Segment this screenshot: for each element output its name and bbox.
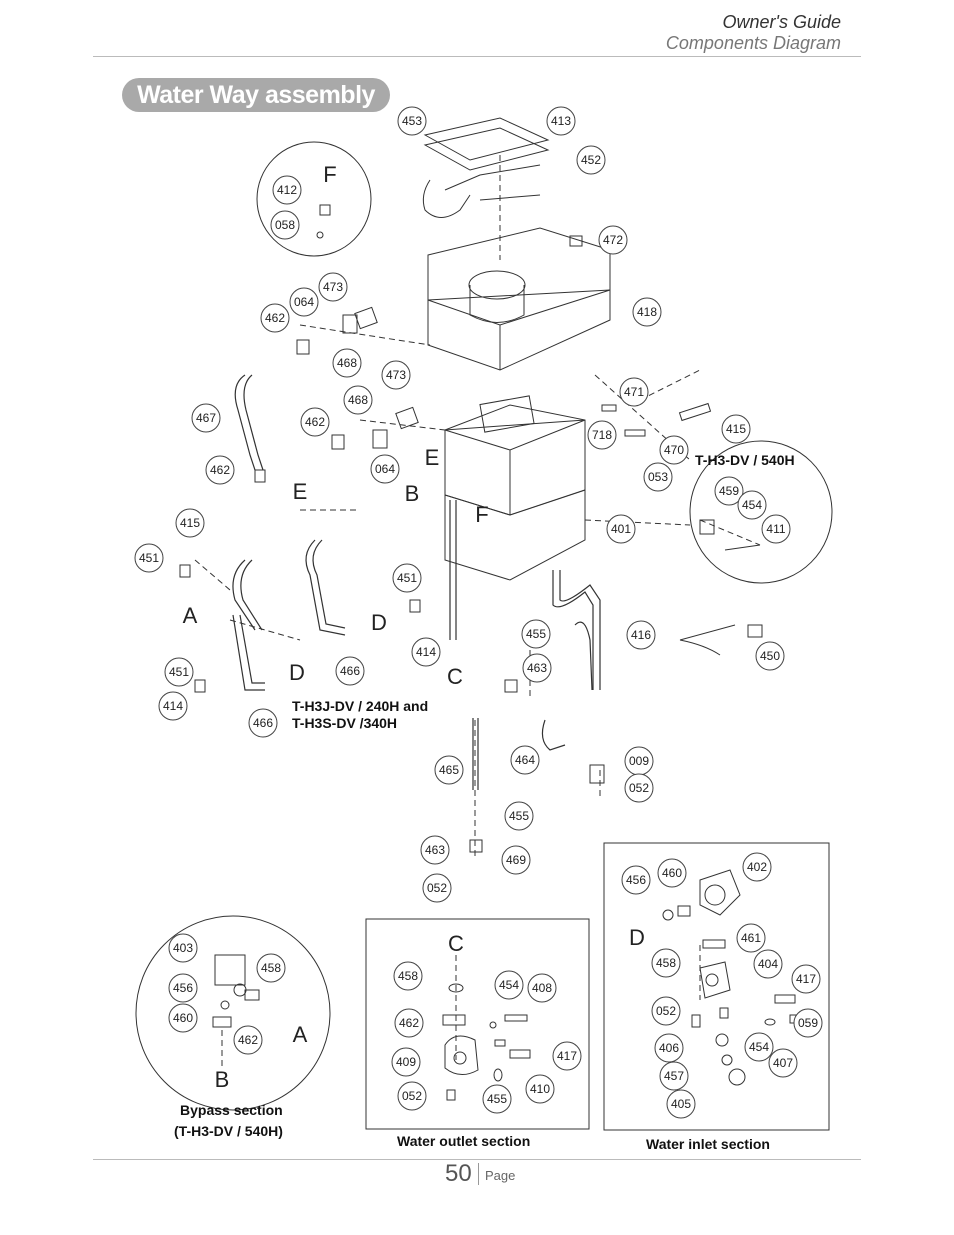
- part-callout: [301, 408, 329, 436]
- part-callout: [206, 456, 234, 484]
- detail-circle-f: [257, 142, 371, 256]
- page-separator: [478, 1163, 479, 1185]
- part-callout-number: 460: [661, 866, 683, 880]
- part-callout: [553, 1042, 581, 1070]
- page-title: Water Way assembly: [122, 78, 390, 112]
- part-callout: [392, 1048, 420, 1076]
- part-callout: [511, 746, 539, 774]
- part-callout: [382, 361, 410, 389]
- part-callout-number: 059: [797, 1016, 819, 1030]
- part-callout-number: 466: [339, 664, 361, 678]
- part-callout: [159, 692, 187, 720]
- connection-letter: F: [475, 502, 489, 527]
- part-callout: [169, 934, 197, 962]
- part-callout: [660, 1062, 688, 1090]
- part-callout: [371, 455, 399, 483]
- part-callout-number: 052: [655, 1004, 677, 1018]
- part-callout-number: 403: [172, 941, 194, 955]
- part-callout: [745, 1033, 773, 1061]
- part-callout: [423, 874, 451, 902]
- part-callout: [627, 621, 655, 649]
- part-callout: [794, 1009, 822, 1037]
- part-callout: [495, 971, 523, 999]
- part-callout: [660, 436, 688, 464]
- part-callout-number: 406: [658, 1041, 680, 1055]
- flange-468: [343, 315, 357, 333]
- part-callout: [769, 1049, 797, 1077]
- part-callout-number: 458: [260, 961, 282, 975]
- part-callout-number: 401: [610, 522, 632, 536]
- part-callout: [754, 950, 782, 978]
- part-callout: [522, 620, 550, 648]
- part-callout-number: 411: [766, 522, 786, 536]
- model-label-240h-line1: T-H3J-DV / 240H and: [292, 698, 429, 714]
- part-callout: [722, 415, 750, 443]
- part-callout-number: 064: [374, 462, 396, 476]
- part-callout-number: 468: [347, 393, 369, 407]
- part-callout: [652, 949, 680, 977]
- bypass-section-label-line2: (T-H3-DV / 540H): [174, 1123, 283, 1139]
- part-callout-number: 053: [647, 470, 669, 484]
- part-callout: [655, 1034, 683, 1062]
- connection-letter: A: [182, 603, 198, 628]
- part-callout: [435, 756, 463, 784]
- part-callout-number: 462: [398, 1016, 420, 1030]
- part-callout-number: 473: [322, 280, 344, 294]
- connection-letter: B: [214, 1067, 230, 1092]
- model-label-240h-line2: T-H3S-DV /340H: [292, 715, 398, 731]
- part-callout: [290, 288, 318, 316]
- part-callout: [398, 107, 426, 135]
- part-callout-number: 473: [385, 368, 407, 382]
- part-callout-number: 463: [526, 661, 548, 675]
- part-callout-number: 404: [757, 957, 779, 971]
- part-callout-number: 451: [168, 665, 190, 679]
- part-callout: [273, 176, 301, 204]
- part-callout-number: 058: [274, 218, 296, 232]
- connection-letter: D: [629, 925, 645, 950]
- part-callout-number: 407: [772, 1056, 794, 1070]
- part-callout-number: 454: [748, 1040, 770, 1054]
- part-callout-number: 459: [718, 484, 740, 498]
- part-callout-number: 417: [556, 1049, 578, 1063]
- part-callout-number: 462: [209, 463, 231, 477]
- part-callout-number: 458: [655, 956, 677, 970]
- part-callout: [165, 658, 193, 686]
- part-callout-number: 408: [531, 981, 553, 995]
- part-callout: [792, 965, 820, 993]
- part-callout-number: 455: [486, 1092, 508, 1106]
- part-callout: [625, 774, 653, 802]
- part-callout: [234, 1026, 262, 1054]
- part-callout-number: 409: [395, 1055, 417, 1069]
- part-callout: [658, 859, 686, 887]
- part-callout: [192, 404, 220, 432]
- connection-letter: F: [323, 162, 337, 187]
- part-callout: [319, 273, 347, 301]
- part-callout-number: 418: [636, 305, 658, 319]
- part-callout: [421, 836, 449, 864]
- model-label-540h: T-H3-DV / 540H: [695, 452, 795, 468]
- part-callout-number: 467: [195, 411, 217, 425]
- heat-exchanger-part: [445, 396, 585, 580]
- part-callout-number: 009: [628, 754, 650, 768]
- part-callout-number: 415: [179, 516, 201, 530]
- part-callout: [523, 654, 551, 682]
- part-callout: [249, 709, 277, 737]
- part-callout-number: 454: [498, 978, 520, 992]
- part-callout: [398, 1082, 426, 1110]
- connection-letter: E: [292, 479, 308, 504]
- part-callout: [667, 1090, 695, 1118]
- part-callout-number: 451: [138, 551, 160, 565]
- part-callout-number: 455: [508, 809, 530, 823]
- part-callout: [333, 349, 361, 377]
- part-callout-number: 718: [591, 428, 613, 442]
- part-callout-number: 472: [602, 233, 624, 247]
- inlet-section-label: Water inlet section: [646, 1136, 770, 1152]
- part-callout-number: 405: [670, 1097, 692, 1111]
- part-callout: [588, 421, 616, 449]
- part-callout: [547, 107, 575, 135]
- part-callout: [393, 564, 421, 592]
- part-callout-number: 452: [580, 153, 602, 167]
- part-callout: [577, 146, 605, 174]
- part-callout-number: 471: [623, 385, 645, 399]
- part-callout-number: 469: [505, 853, 527, 867]
- part-callout: [394, 962, 422, 990]
- part-callout: [135, 544, 163, 572]
- part-callout-number: 468: [336, 356, 358, 370]
- part-callout-number: 461: [740, 931, 762, 945]
- guide-title: Owner's Guide: [722, 12, 841, 32]
- part-callout: [633, 298, 661, 326]
- part-callout-number: 463: [424, 843, 446, 857]
- part-callout-number: 462: [237, 1033, 259, 1047]
- pipe-416: [560, 570, 600, 690]
- part-callout: [502, 846, 530, 874]
- part-callout-number: 456: [625, 873, 647, 887]
- part-callout-number: 450: [759, 649, 781, 663]
- part-callout-number: 456: [172, 981, 194, 995]
- part-callout: [344, 386, 372, 414]
- detail-circle-bypass: [136, 916, 330, 1110]
- part-callout-number: 458: [397, 969, 419, 983]
- part-callout-number: 466: [252, 716, 274, 730]
- part-callout-number: 416: [630, 628, 652, 642]
- top-bracket-part: [423, 118, 548, 218]
- part-callout: [483, 1085, 511, 1113]
- outlet-section-label: Water outlet section: [397, 1133, 531, 1149]
- connection-letter: A: [292, 1022, 308, 1047]
- part-callout-number: 464: [514, 753, 536, 767]
- part-callout: [271, 211, 299, 239]
- part-callout: [644, 463, 672, 491]
- part-callout: [526, 1075, 554, 1103]
- callout-layer: [135, 107, 822, 1118]
- part-callout: [762, 515, 790, 543]
- part-callout: [622, 866, 650, 894]
- part-callout-number: 413: [550, 114, 572, 128]
- part-callout: [625, 747, 653, 775]
- part-callout-number: 417: [795, 972, 817, 986]
- part-callout: [738, 491, 766, 519]
- footer-divider: [93, 1159, 861, 1160]
- part-callout-number: 402: [746, 860, 768, 874]
- part-callout-number: 064: [293, 295, 315, 309]
- pipe-467: [235, 375, 255, 470]
- part-callout-number: 460: [172, 1011, 194, 1025]
- part-callout-number: 410: [529, 1082, 551, 1096]
- bypass-section-label-line1: Bypass section: [180, 1102, 283, 1118]
- part-callout: [737, 924, 765, 952]
- connection-letter: E: [424, 445, 440, 470]
- part-callout-number: 052: [426, 881, 448, 895]
- part-callout-number: 414: [415, 645, 437, 659]
- part-callout: [412, 638, 440, 666]
- page-number: 50: [445, 1160, 472, 1187]
- part-callout-number: 453: [401, 114, 423, 128]
- part-callout: [620, 378, 648, 406]
- connection-letter: C: [447, 664, 463, 689]
- part-callout: [528, 974, 556, 1002]
- part-callout: [261, 304, 289, 332]
- part-callout: [756, 642, 784, 670]
- part-callout-number: 412: [276, 183, 298, 197]
- part-callout-number: 457: [663, 1069, 685, 1083]
- part-callout: [336, 657, 364, 685]
- connection-letter: D: [289, 660, 305, 685]
- part-callout: [395, 1009, 423, 1037]
- part-callout-number: 465: [438, 763, 460, 777]
- page-word: Page: [485, 1168, 516, 1183]
- part-callout-number: 052: [401, 1089, 423, 1103]
- connection-letter: B: [404, 481, 420, 506]
- casing-part: [428, 228, 610, 370]
- part-callout-number: 414: [162, 699, 184, 713]
- part-callout-number: 052: [628, 781, 650, 795]
- part-callout-number: 470: [663, 443, 685, 457]
- part-callout: [743, 853, 771, 881]
- part-callout-number: 415: [725, 422, 747, 436]
- part-callout: [257, 954, 285, 982]
- part-callout: [169, 1004, 197, 1032]
- part-callout-number: 454: [741, 498, 763, 512]
- part-callout-number: 455: [525, 627, 547, 641]
- part-callout: [169, 974, 197, 1002]
- connection-letter: D: [371, 610, 387, 635]
- part-callout-number: 462: [264, 311, 286, 325]
- part-callout: [652, 997, 680, 1025]
- part-callout: [176, 509, 204, 537]
- connection-letter: C: [448, 931, 464, 956]
- section-title: Components Diagram: [665, 33, 841, 53]
- part-callout: [505, 802, 533, 830]
- part-callout-number: 462: [304, 415, 326, 429]
- part-callout: [607, 515, 635, 543]
- part-callout: [599, 226, 627, 254]
- part-callout-number: 451: [396, 571, 418, 585]
